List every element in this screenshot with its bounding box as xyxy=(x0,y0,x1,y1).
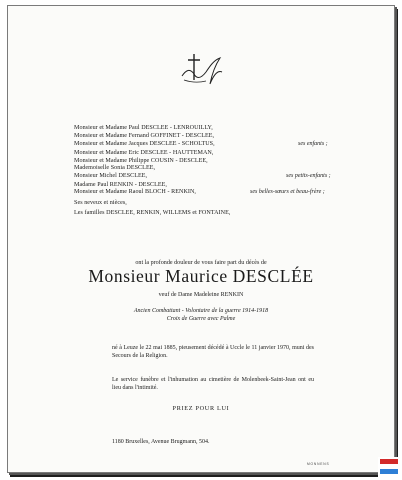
widower-line: veuf de Dame Madeleine RENKIN xyxy=(158,292,244,298)
family-line: Les familles DESCLEE, RENKIN, WILLEMS et FONTAINE, xyxy=(74,210,231,216)
grandchildren-note: ses petits-enfants ; xyxy=(286,173,331,179)
prayer-line: PRIEZ POUR LUI xyxy=(172,405,230,412)
family-line: Monsieur et Madame Raoul BLOCH - RENKIN, xyxy=(74,189,196,195)
family-line: Monsieur et Madame Paul DESCLEE - LENROUILLY, xyxy=(74,125,213,131)
family-line: Madame Paul RENKIN - DESCLEE, xyxy=(74,182,168,188)
cross-monogram-icon xyxy=(176,50,228,92)
honor-title-2: Croix de Guerre avec Palme xyxy=(166,316,236,322)
family-line: Monsieur Michel DESCLEE, xyxy=(74,173,148,179)
birth-death-paragraph: né à Leuze le 22 mai 1885, pieusement décédé à Uccle le 11 janvier 1970, muni des Secours de la Religion. xyxy=(112,345,314,360)
family-line: Monsieur et Madame Eric DESCLEE - HAUTTEMAN, xyxy=(74,150,214,156)
deceased-name: Monsieur Maurice DESCLÉE xyxy=(88,266,314,286)
family-line: Monsieur et Madame Philippe COUSIN - DESCLEE, xyxy=(74,158,208,164)
family-line: Mademoiselle Sonia DESCLEE, xyxy=(74,165,156,171)
in-laws-note: ses belles-sœurs et beau-frère ; xyxy=(250,189,325,195)
honor-title-1: Ancien Combattant - Volontaire de la guerre 1914-1918 xyxy=(133,308,269,314)
children-note: ses enfants ; xyxy=(298,141,328,147)
family-line: Monsieur et Madame Fernand GOFFINET - DESCLEE, xyxy=(74,133,215,139)
funeral-paragraph: Le service funèbre et l'inhumation au cimetière de Molenbeek-Saint-Jean ont eu lieu dans l'intimité. xyxy=(112,377,314,392)
printer-mark: MONNENS xyxy=(307,462,330,466)
announcement-text: ont la profonde douleur de vous faire part du décès de xyxy=(135,260,267,266)
family-line: Monsieur et Madame Jacques DESCLEE - SCHOLTUS, xyxy=(74,141,215,147)
flag-icon xyxy=(378,457,400,478)
address-line: 1180 Bruxelles, Avenue Brugmann, 504. xyxy=(112,439,210,445)
family-line: Ses neveux et nièces, xyxy=(74,200,127,206)
